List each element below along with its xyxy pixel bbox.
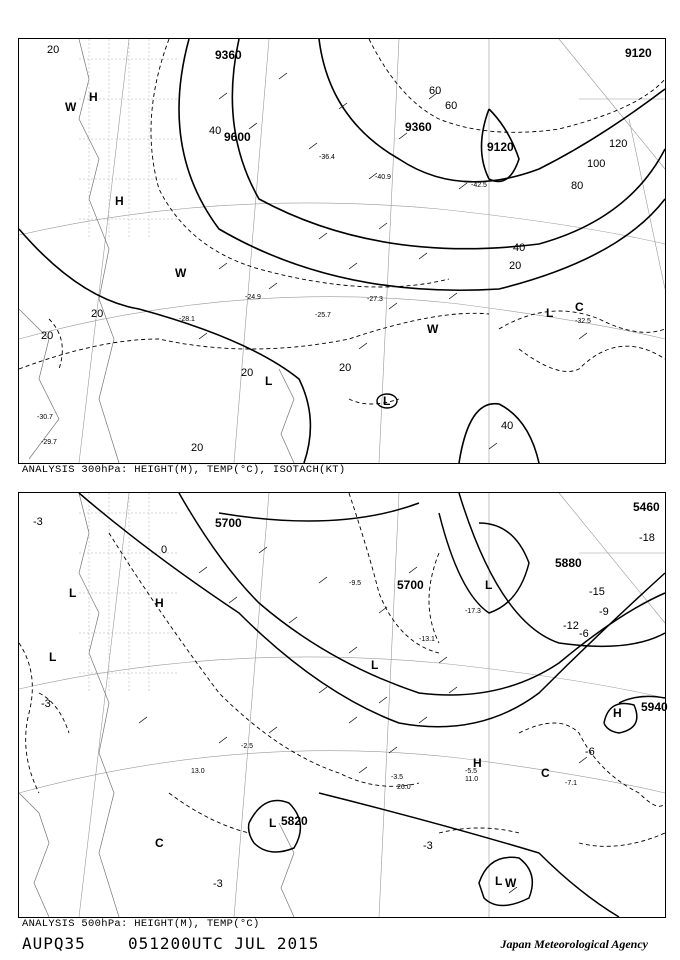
- temp-value: -2.5: [241, 743, 254, 750]
- isotach-label: 120: [609, 138, 628, 150]
- temp-value: -9.5: [349, 580, 362, 587]
- height-label: 5700: [397, 578, 424, 592]
- isotherm-label: -3: [41, 698, 51, 710]
- height-label: 5940: [641, 700, 668, 714]
- isotach-label: 20: [41, 330, 54, 342]
- isotherm-label: -6: [585, 746, 595, 758]
- temp-value: -17.3: [465, 608, 481, 615]
- height-label: 5460: [633, 500, 660, 514]
- temp-value: -7.1: [565, 780, 578, 787]
- isotach-label: 20: [339, 362, 352, 374]
- system-marker: W: [427, 322, 439, 336]
- isotherm-contours: [19, 493, 665, 846]
- temp-value: -13.1: [419, 636, 435, 643]
- height-label: 9120: [487, 140, 514, 154]
- isotach-label: 20: [47, 44, 60, 56]
- map-panel-500hpa: [18, 492, 666, 918]
- caption-500hpa: ANALYSIS 500hPa: HEIGHT(M), TEMP(°C): [22, 918, 260, 930]
- hatched-area: [79, 39, 179, 239]
- map-500hpa-svg: [19, 493, 668, 917]
- height-contours: [19, 39, 665, 463]
- height-label: 5880: [555, 556, 582, 570]
- temp-value: -36.4: [319, 154, 335, 161]
- height-label: 9120: [625, 46, 652, 60]
- system-marker: C: [155, 836, 164, 850]
- system-marker: L: [371, 658, 379, 672]
- system-marker: L: [49, 650, 57, 664]
- temp-value: -5.5: [465, 768, 478, 775]
- wind-barbs: [199, 73, 587, 449]
- height-label: 9360: [405, 120, 432, 134]
- bulletin-code: AUPQ35: [22, 934, 86, 953]
- isotach-label: 60: [429, 85, 442, 97]
- temp-value: -3.5: [391, 774, 404, 781]
- system-marker: L: [69, 586, 77, 600]
- isotach-label: 20: [241, 367, 254, 379]
- isotherm-label: -18: [639, 532, 655, 544]
- isotherm-label: -3: [213, 878, 223, 890]
- temp-value: 26.0: [397, 784, 411, 791]
- isotach-label: 40: [501, 420, 514, 432]
- system-marker: H: [155, 596, 164, 610]
- system-marker: W: [175, 266, 187, 280]
- isotach-label: 40: [513, 242, 526, 254]
- system-marker: H: [613, 706, 622, 720]
- isotherm-contours: [19, 39, 665, 404]
- system-marker: W: [505, 876, 517, 890]
- system-marker: L: [265, 374, 273, 388]
- height-label: 9600: [224, 130, 251, 144]
- coastline: [19, 39, 294, 463]
- temp-value: -29.7: [41, 439, 57, 446]
- isotach-label: 40: [209, 125, 222, 137]
- isotherm-label: -15: [589, 586, 605, 598]
- graticule: [19, 39, 665, 463]
- isotach-label: 60: [445, 100, 458, 112]
- temp-value: -32.5: [575, 318, 591, 325]
- isotach-label: 20: [91, 308, 104, 320]
- temp-value: -42.5: [471, 182, 487, 189]
- valid-time: 051200UTC JUL 2015: [128, 934, 320, 953]
- temp-value: -25.7: [315, 312, 331, 319]
- temp-value: 11.0: [465, 776, 479, 783]
- isotach-label: 100: [587, 158, 606, 170]
- system-marker: L: [495, 874, 503, 888]
- isotherm-label: -9: [599, 606, 609, 618]
- temp-value: -27.3: [367, 296, 383, 303]
- isotherm-label: -3: [33, 516, 43, 528]
- height-label: 9360: [215, 48, 242, 62]
- map-panel-300hpa: [18, 38, 666, 464]
- agency-name: Japan Meteorological Agency: [500, 937, 648, 951]
- isotach-label: 80: [571, 180, 584, 192]
- system-marker: H: [89, 90, 98, 104]
- system-marker: C: [541, 766, 550, 780]
- height-label: 5700: [215, 516, 242, 530]
- system-marker: L: [269, 816, 277, 830]
- map-300hpa-svg: [19, 39, 665, 463]
- height-label: 5820: [281, 814, 308, 828]
- isotherm-label: -12: [563, 620, 579, 632]
- isotherm-label: 0: [161, 544, 168, 556]
- temp-value: -40.9: [375, 174, 391, 181]
- temp-value: 13.0: [191, 768, 205, 775]
- isotherm-label: -6: [579, 628, 589, 640]
- hatched-area: [79, 493, 179, 693]
- temp-value: -30.7: [37, 414, 53, 421]
- temp-value: -24.9: [245, 294, 261, 301]
- system-marker: H: [473, 756, 482, 770]
- coastline: [19, 493, 294, 917]
- wind-barbs: [139, 547, 587, 893]
- temp-value: -28.1: [179, 316, 195, 323]
- system-marker: H: [115, 194, 124, 208]
- isotach-label: 20: [191, 442, 204, 454]
- isotherm-label: -3: [423, 840, 433, 852]
- system-marker: W: [65, 100, 77, 114]
- system-marker: L: [546, 306, 554, 320]
- isotach-label: 20: [509, 260, 522, 272]
- system-marker: L: [485, 578, 493, 592]
- system-marker: C: [575, 300, 584, 314]
- system-marker: L: [383, 394, 391, 408]
- caption-300hpa: ANALYSIS 300hPa: HEIGHT(M), TEMP(°C), ISOTACH(KT): [22, 464, 346, 476]
